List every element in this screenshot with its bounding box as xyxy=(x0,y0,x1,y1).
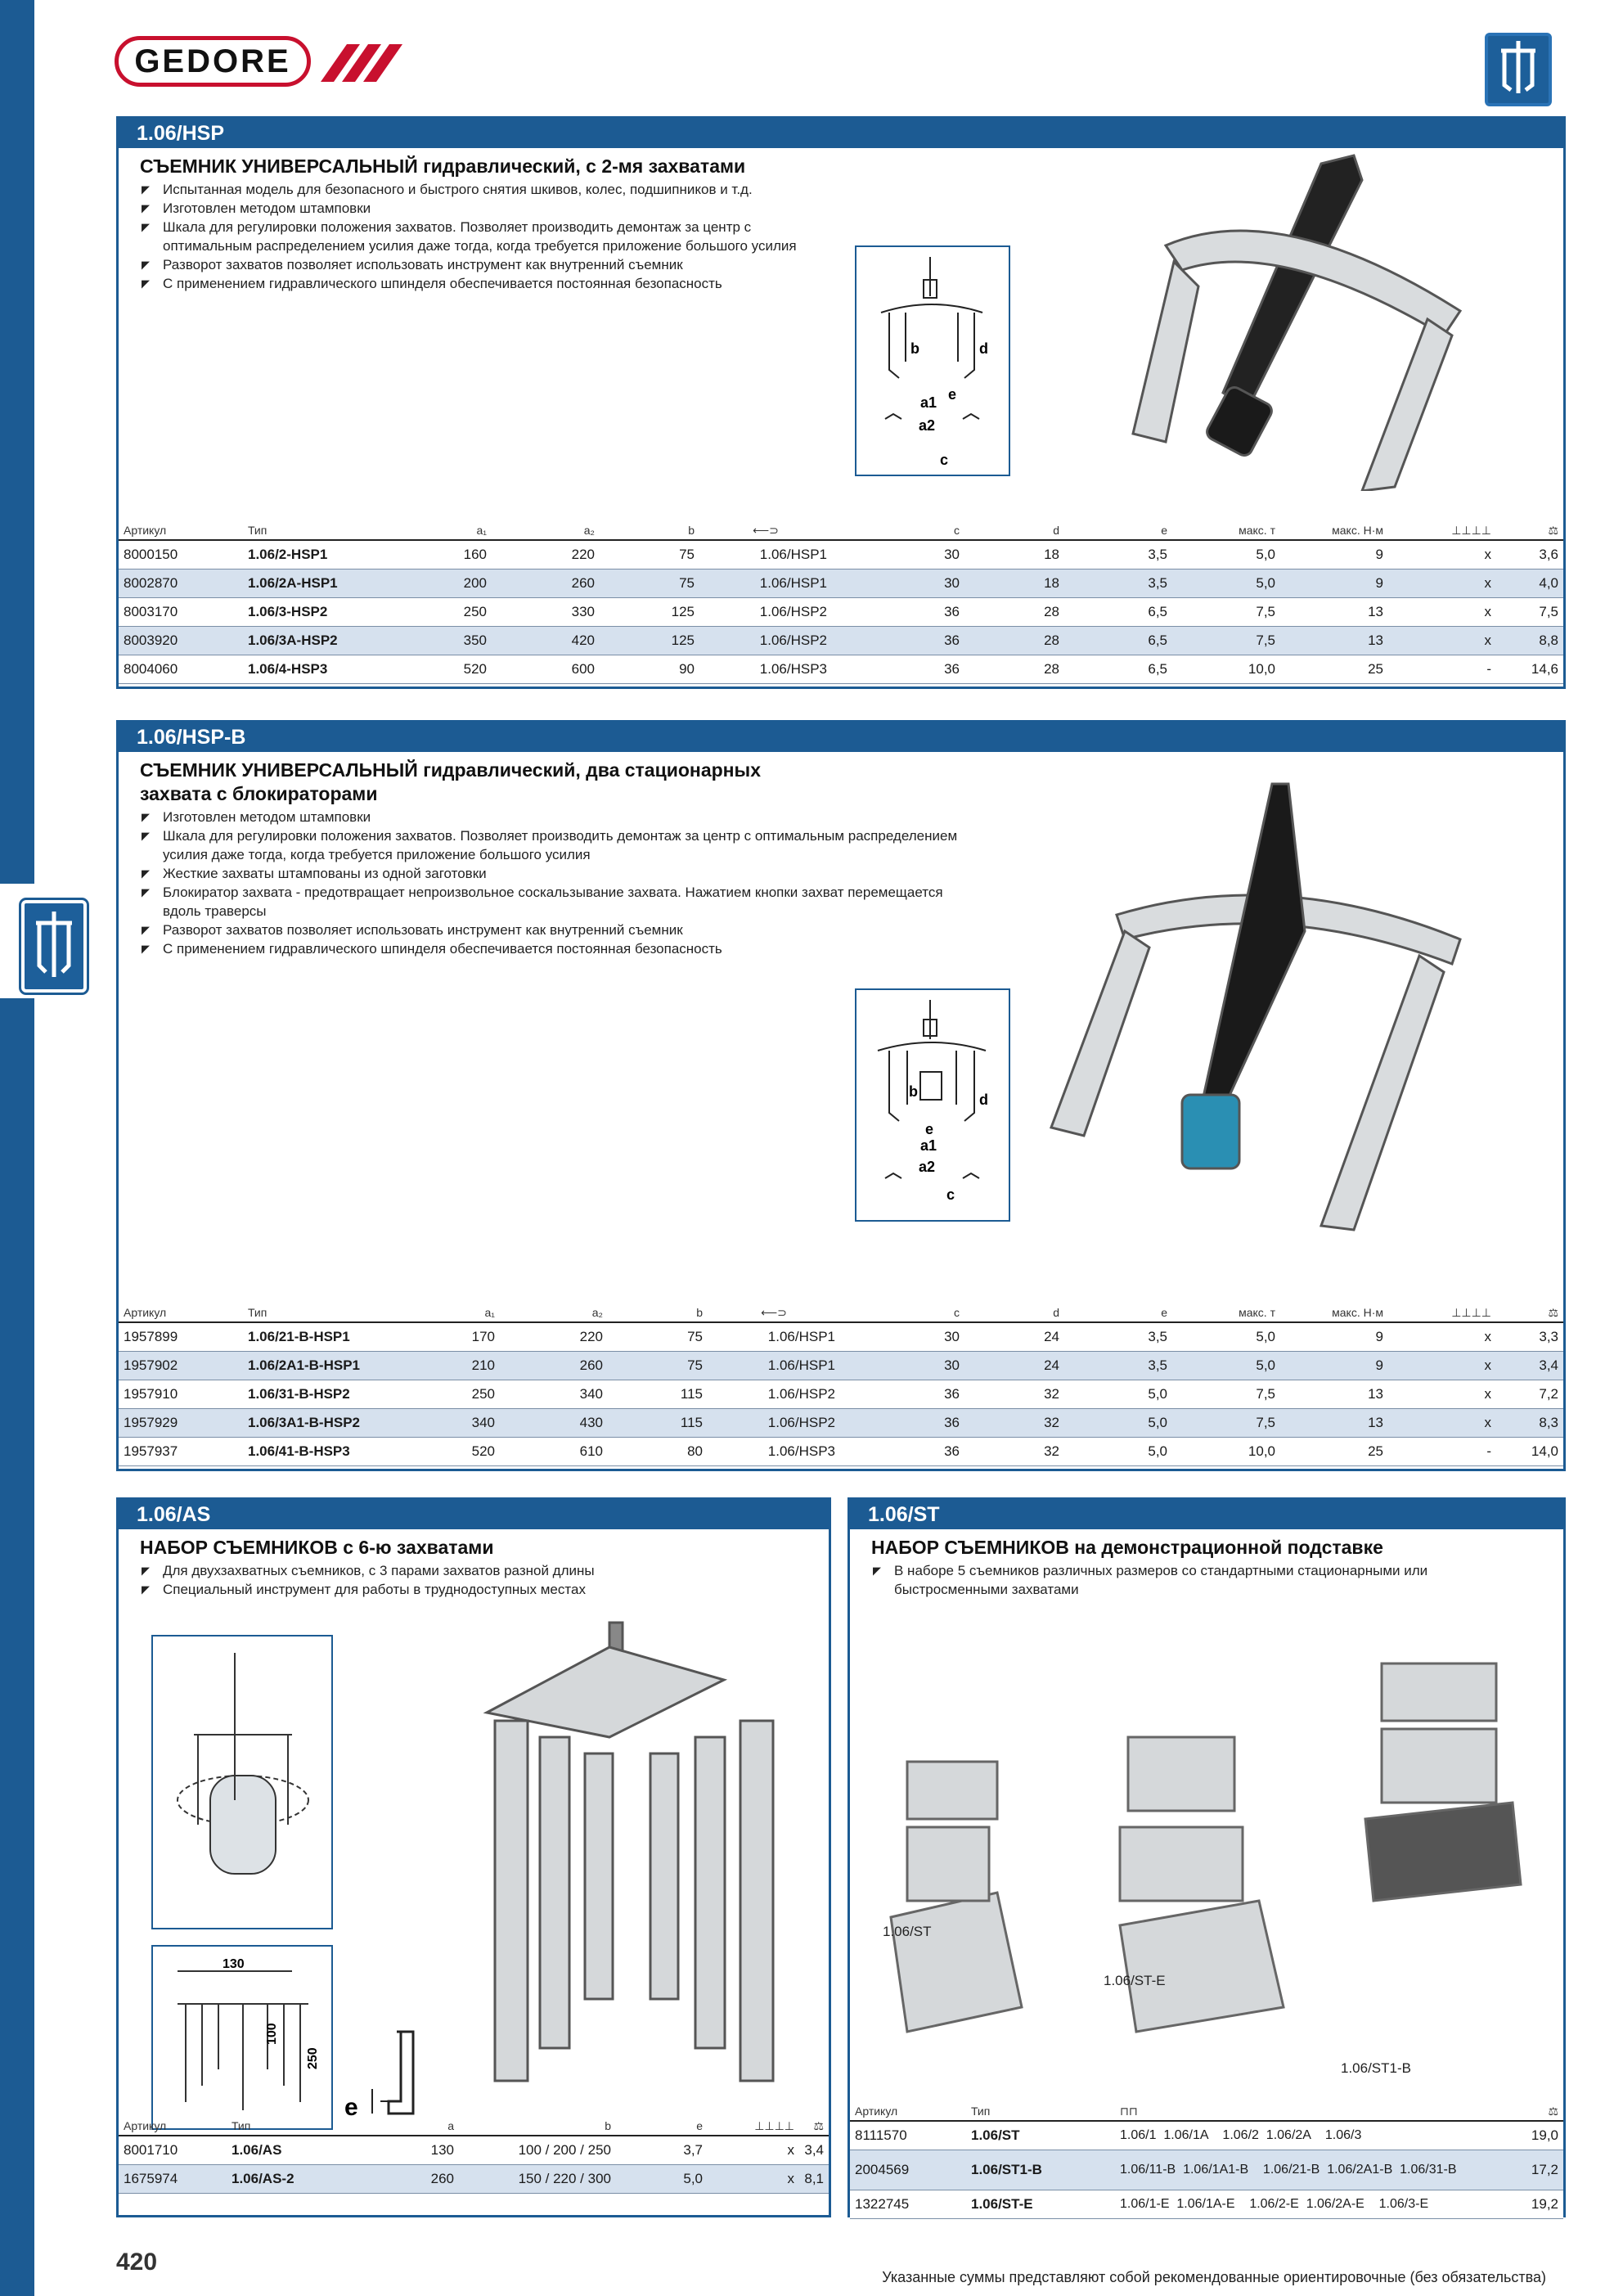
table-cell: 36 xyxy=(840,1409,964,1438)
table-cell: 19,0 xyxy=(1488,2121,1563,2150)
table-cell: 8,8 xyxy=(1496,627,1563,655)
caption-st-e: 1.06/ST-E xyxy=(1104,1973,1166,1988)
section-title: НАБОР СЪЕМНИКОВ на демонстрационной подставке xyxy=(871,1537,1383,1558)
diagram-label-d: d xyxy=(979,1092,988,1108)
table-cell: 8002870 xyxy=(119,569,243,598)
table-cell: 1.06/HSP1 xyxy=(699,569,832,598)
table-cell: 210 xyxy=(416,1352,500,1380)
table-row xyxy=(119,627,1563,655)
col-header: e xyxy=(1064,1303,1172,1322)
table-cell: x xyxy=(1388,1380,1496,1409)
table-cell: 1.06/1 1.06/1A 1.06/2 1.06/2A 1.06/3 xyxy=(1115,2121,1488,2150)
table-cell: 130 xyxy=(351,2136,459,2165)
feature-item: ◤ Испытанная модель для безопасного и быстрого снятия шкивов, колес, подшипников и т.д. xyxy=(140,180,843,199)
table-cell: - xyxy=(1388,1438,1496,1466)
diagram-label-d: d xyxy=(979,340,988,357)
table-cell: 75 xyxy=(600,569,699,598)
table-cell: 8,1 xyxy=(799,2165,829,2194)
table-cell: 1.06/1-E 1.06/1A-E 1.06/2-E 1.06/2A-E 1.06/3-E xyxy=(1115,2190,1488,2219)
col-header: макс. т xyxy=(1172,1303,1280,1322)
table-cell: 3,5 xyxy=(1064,1322,1172,1352)
set-content-icon: ⊓⊓ xyxy=(1115,2102,1488,2121)
col-header: Артикул xyxy=(119,2117,227,2136)
caption-st: 1.06/ST xyxy=(883,1924,932,1939)
logo-stripes-icon xyxy=(314,39,412,87)
table-cell: 1.06/AS xyxy=(227,2136,351,2165)
diagram-label-c: c xyxy=(946,1186,955,1203)
table-cell: 8,3 xyxy=(1496,1409,1563,1438)
feature-item: ◤ Для двухзахватных съемников, с 3 парами захватов разной длины xyxy=(140,1561,729,1580)
feature-item: ◤ С применением гидравлического шпинделя обеспечивается постоянная безопасность xyxy=(140,939,958,958)
table-cell: 1.06/HSP2 xyxy=(708,1409,840,1438)
table-cell: 1.06/2A-HSP1 xyxy=(243,569,416,598)
table-cell: 1.06/3A1-B-HSP2 xyxy=(243,1409,416,1438)
table-cell: 25 xyxy=(1280,655,1388,684)
diagram-label-e: e xyxy=(948,386,957,403)
col-header: макс. т xyxy=(1172,521,1280,540)
table-cell: 220 xyxy=(500,1322,608,1352)
diagram-label-a1: a1 xyxy=(920,1137,937,1154)
gedore-logo xyxy=(115,36,311,87)
feature-item: ◤ В наборе 5 съемников различных размеров со стандартными стационарными или быстросменными захватами xyxy=(871,1561,1509,1599)
col-header: b xyxy=(608,1303,708,1322)
section-hsp-b xyxy=(116,720,1566,1471)
table-cell: 5,0 xyxy=(1172,1352,1280,1380)
table-cell: 600 xyxy=(492,655,600,684)
table-cell: 28 xyxy=(964,627,1064,655)
diagram-label-e: e xyxy=(925,1121,934,1137)
table-cell: 250 xyxy=(416,598,492,627)
table-cell: 25 xyxy=(1280,1438,1388,1466)
table-cell: 1.06/ST1-B xyxy=(966,2150,1115,2190)
table-row xyxy=(119,598,1563,627)
col-header: a₂ xyxy=(500,1303,608,1322)
col-header: b xyxy=(600,521,699,540)
table-cell: 1957899 xyxy=(119,1322,243,1352)
col-header: Артикул xyxy=(119,521,243,540)
table-cell: 28 xyxy=(964,655,1064,684)
table-cell: 1.06/21-B-HSP1 xyxy=(243,1322,416,1352)
table-cell: 10,0 xyxy=(1172,655,1280,684)
col-header: a₁ xyxy=(416,521,492,540)
table-cell: 24 xyxy=(964,1352,1064,1380)
table-cell: x xyxy=(1388,1322,1496,1352)
table-cell: 30 xyxy=(832,569,964,598)
feature-item: ◤ Шкала для регулировки положения захватов. Позволяет производить демонтаж за центр с оптимальным распределением усилия даже тогда, когда требуется приложение большого усилия xyxy=(140,826,958,864)
table-cell: 430 xyxy=(500,1409,608,1438)
table-cell: 75 xyxy=(608,1352,708,1380)
table-cell: 1.06/HSP3 xyxy=(708,1438,840,1466)
table-cell: 6,5 xyxy=(1064,598,1172,627)
table-cell: 36 xyxy=(832,655,964,684)
table-cell: 1957910 xyxy=(119,1380,243,1409)
table-cell: 1.06/3A-HSP2 xyxy=(243,627,416,655)
table-cell: 5,0 xyxy=(1172,1322,1280,1352)
section-code: 1.06/HSP xyxy=(119,119,1563,148)
table-cell: x xyxy=(1388,1352,1496,1380)
table-cell: 340 xyxy=(500,1380,608,1409)
table-cell: 7,5 xyxy=(1496,598,1563,627)
table-cell: 200 xyxy=(416,569,492,598)
table-cell: 100 / 200 / 250 xyxy=(459,2136,616,2165)
feature-item: ◤ Изготовлен методом штамповки xyxy=(140,808,958,826)
table-cell: 260 xyxy=(492,569,600,598)
dim-label-130: 130 xyxy=(223,1957,245,1971)
table-cell: 90 xyxy=(600,655,699,684)
table-cell: 1.06/HSP2 xyxy=(699,598,832,627)
article-table xyxy=(119,1303,1563,1466)
table-cell: 250 xyxy=(416,1380,500,1409)
col-header: Артикул xyxy=(850,2102,966,2121)
section-title: СЪЕМНИК УНИВЕРСАЛЬНЫЙ гидравлический, с 2-мя захватами xyxy=(140,155,746,177)
product-illustration xyxy=(874,1623,1545,2081)
table-cell: 24 xyxy=(964,1322,1064,1352)
table-row xyxy=(119,1352,1563,1380)
table-row xyxy=(119,1380,1563,1409)
table-cell: 160 xyxy=(416,540,492,569)
table-cell: 1.06/HSP2 xyxy=(699,627,832,655)
table-row xyxy=(119,1438,1563,1466)
table-cell: 1.06/41-B-HSP3 xyxy=(243,1438,416,1466)
article-table xyxy=(119,2117,829,2194)
table-cell: 36 xyxy=(840,1380,964,1409)
spindle-icon: ⟵⊃ xyxy=(708,1303,840,1322)
table-cell: 5,0 xyxy=(1064,1438,1172,1466)
table-cell: 1.06/11-B 1.06/1A1-B 1.06/21-B 1.06/2A1-B 1.06/31-B xyxy=(1115,2150,1488,2190)
table-cell: 7,2 xyxy=(1496,1380,1563,1409)
section-title-line2: захвата с блокираторами xyxy=(140,783,378,804)
table-cell: 420 xyxy=(492,627,600,655)
table-cell: 3,4 xyxy=(1496,1352,1563,1380)
table-cell: 1.06/HSP1 xyxy=(708,1322,840,1352)
table-cell: 14,6 xyxy=(1496,655,1563,684)
table-cell: 1.06/AS-2 xyxy=(227,2165,351,2194)
table-cell: 5,0 xyxy=(1172,569,1280,598)
dim-label-250: 250 xyxy=(306,2047,320,2069)
table-cell: 1.06/HSP3 xyxy=(699,655,832,684)
feature-list xyxy=(140,180,843,293)
table-cell: 5,0 xyxy=(1064,1380,1172,1409)
table-cell: 1.06/HSP2 xyxy=(708,1380,840,1409)
table-cell: x xyxy=(708,2165,799,2194)
table-cell: 13 xyxy=(1280,598,1388,627)
table-cell: 13 xyxy=(1280,1380,1388,1409)
table-cell: 6,5 xyxy=(1064,627,1172,655)
col-header: d xyxy=(964,1303,1064,1322)
dim-label-e: e xyxy=(344,2094,358,2121)
table-cell: x xyxy=(1388,540,1496,569)
table-cell: 8003920 xyxy=(119,627,243,655)
col-header: d xyxy=(964,521,1064,540)
table-cell: 30 xyxy=(840,1352,964,1380)
col-header: a₂ xyxy=(492,521,600,540)
table-cell: 9 xyxy=(1280,1352,1388,1380)
table-cell: 170 xyxy=(416,1322,500,1352)
section-st xyxy=(847,1497,1566,2217)
table-row xyxy=(119,655,1563,684)
table-cell: 115 xyxy=(608,1409,708,1438)
table-cell: 3,7 xyxy=(616,2136,708,2165)
diagram-label-b: b xyxy=(910,340,919,357)
table-cell: 340 xyxy=(416,1409,500,1438)
table-cell: x xyxy=(708,2136,799,2165)
puller-category-icon xyxy=(1485,33,1552,106)
side-tab-bar-lower xyxy=(0,998,34,2296)
product-illustration xyxy=(462,1614,814,2122)
table-row xyxy=(119,1322,1563,1352)
usage-diagram xyxy=(151,1635,333,1929)
table-cell: 19,2 xyxy=(1488,2190,1563,2219)
article-table xyxy=(850,2102,1563,2219)
product-illustration xyxy=(1117,147,1542,491)
section-title-line1: СЪЕМНИК УНИВЕРСАЛЬНЫЙ гидравлический, два стационарных xyxy=(140,759,761,781)
table-cell: 1.06/ST xyxy=(966,2121,1115,2150)
section-title: НАБОР СЪЕМНИКОВ с 6-ю захватами xyxy=(140,1537,494,1558)
table-cell: 36 xyxy=(840,1438,964,1466)
diagram-label-a2: a2 xyxy=(919,417,936,434)
col-header: a₁ xyxy=(416,1303,500,1322)
table-row xyxy=(850,2121,1563,2150)
table-cell: 36 xyxy=(832,598,964,627)
table-cell: x xyxy=(1388,1409,1496,1438)
table-cell: 13 xyxy=(1280,627,1388,655)
side-tab-bar xyxy=(0,0,34,884)
table-cell: 150 / 220 / 300 xyxy=(459,2165,616,2194)
col-header: e xyxy=(616,2117,708,2136)
col-header: e xyxy=(1064,521,1172,540)
table-row xyxy=(119,1409,1563,1438)
table-cell: 1322745 xyxy=(850,2190,966,2219)
table-cell: 75 xyxy=(608,1322,708,1352)
table-cell: 3,3 xyxy=(1496,1322,1563,1352)
table-cell: 3,5 xyxy=(1064,569,1172,598)
feature-item: ◤ Изготовлен методом штамповки xyxy=(140,199,843,218)
table-row xyxy=(850,2190,1563,2219)
table-cell: 7,5 xyxy=(1172,1409,1280,1438)
col-header: Артикул xyxy=(119,1303,243,1322)
table-cell: 5,0 xyxy=(1064,1409,1172,1438)
table-cell: 14,0 xyxy=(1496,1438,1563,1466)
section-code: 1.06/HSP-B xyxy=(119,723,1563,752)
dimension-diagram xyxy=(855,988,1010,1222)
table-cell: 5,0 xyxy=(616,2165,708,2194)
col-header: макс. Н·м xyxy=(1280,521,1388,540)
table-cell: 18 xyxy=(964,540,1064,569)
scale-icon: ⊥⊥⊥⊥ xyxy=(1388,1303,1496,1322)
table-cell: 8000150 xyxy=(119,540,243,569)
table-row xyxy=(119,540,1563,569)
feature-item: ◤ Разворот захватов позволяет использовать инструмент как внутренний съемник xyxy=(140,921,958,939)
table-cell: 125 xyxy=(600,627,699,655)
table-cell: 18 xyxy=(964,569,1064,598)
table-cell: 1957929 xyxy=(119,1409,243,1438)
table-cell: 8003170 xyxy=(119,598,243,627)
table-cell: 8111570 xyxy=(850,2121,966,2150)
product-illustration xyxy=(1035,768,1542,1258)
feature-item: ◤ Шкала для регулировки положения захватов. Позволяет производить демонтаж за центр с оптимальным распределением усилия даже тогда, когда требуется приложение большого усилия xyxy=(140,218,843,255)
caption-st1-b: 1.06/ST1-B xyxy=(1341,2060,1411,2076)
table-cell: 1.06/HSP1 xyxy=(708,1352,840,1380)
table-cell: 1.06/3-HSP2 xyxy=(243,598,416,627)
table-cell: 330 xyxy=(492,598,600,627)
table-cell: 3,6 xyxy=(1496,540,1563,569)
table-cell: 30 xyxy=(832,540,964,569)
table-cell: 3,5 xyxy=(1064,1352,1172,1380)
col-header: b xyxy=(459,2117,616,2136)
table-cell: x xyxy=(1388,627,1496,655)
table-cell: 1957937 xyxy=(119,1438,243,1466)
section-code: 1.06/AS xyxy=(119,1500,829,1529)
table-cell: 32 xyxy=(964,1438,1064,1466)
weight-icon: ⚖ xyxy=(799,2117,829,2136)
feature-item: ◤ Блокиратор захвата - предотвращает непроизвольное соскальзывание захвата. Нажатием кнопки захват перемещается вдоль траверсы xyxy=(140,883,958,921)
table-cell: 610 xyxy=(500,1438,608,1466)
table-cell: 260 xyxy=(500,1352,608,1380)
table-cell: 6,5 xyxy=(1064,655,1172,684)
table-cell: 125 xyxy=(600,598,699,627)
dimension-diagram xyxy=(855,245,1010,476)
table-cell: 28 xyxy=(964,598,1064,627)
table-cell: 75 xyxy=(600,540,699,569)
table-cell: 350 xyxy=(416,627,492,655)
diagram-label-b: b xyxy=(909,1083,918,1100)
article-table xyxy=(119,521,1563,684)
page-number: 420 xyxy=(116,2249,158,2276)
table-cell: 520 xyxy=(416,655,492,684)
brand-name: GEDORE xyxy=(134,43,291,79)
table-cell: 9 xyxy=(1280,1322,1388,1352)
table-cell: 1.06/ST-E xyxy=(966,2190,1115,2219)
dimension-diagram xyxy=(151,1945,333,2130)
weight-icon: ⚖ xyxy=(1496,1303,1563,1322)
feature-list xyxy=(140,808,958,958)
table-cell: 80 xyxy=(608,1438,708,1466)
table-cell: 13 xyxy=(1280,1409,1388,1438)
table-cell: 7,5 xyxy=(1172,627,1280,655)
table-cell: 32 xyxy=(964,1380,1064,1409)
table-cell: x xyxy=(1388,569,1496,598)
table-cell: 220 xyxy=(492,540,600,569)
table-cell: 4,0 xyxy=(1496,569,1563,598)
table-cell: 8001710 xyxy=(119,2136,227,2165)
col-header: Тип xyxy=(243,1303,416,1322)
table-cell: 115 xyxy=(608,1380,708,1409)
col-header: a xyxy=(351,2117,459,2136)
table-cell: 1.06/HSP1 xyxy=(699,540,832,569)
feature-item: ◤ Разворот захватов позволяет использовать инструмент как внутренний съемник xyxy=(140,255,843,274)
table-cell: 7,5 xyxy=(1172,1380,1280,1409)
table-cell: 32 xyxy=(964,1409,1064,1438)
table-cell: 9 xyxy=(1280,540,1388,569)
table-cell: x xyxy=(1388,598,1496,627)
jaw-thickness-diagram xyxy=(339,2024,438,2130)
dim-label-100: 100 xyxy=(265,2023,279,2045)
table-cell: 1957902 xyxy=(119,1352,243,1380)
table-cell: 36 xyxy=(832,627,964,655)
puller-side-icon xyxy=(21,900,87,993)
table-row xyxy=(119,2136,829,2165)
table-cell: 30 xyxy=(840,1322,964,1352)
table-cell: 17,2 xyxy=(1488,2150,1563,2190)
feature-item: ◤ Специальный инструмент для работы в труднодоступных местах xyxy=(140,1580,729,1599)
table-cell: 9 xyxy=(1280,569,1388,598)
table-cell: 2004569 xyxy=(850,2150,966,2190)
feature-list xyxy=(140,1561,729,1599)
table-row xyxy=(119,569,1563,598)
col-header: Тип xyxy=(243,521,416,540)
diagram-label-a2: a2 xyxy=(919,1159,936,1175)
table-row xyxy=(119,2165,829,2194)
weight-icon: ⚖ xyxy=(1488,2102,1563,2121)
table-cell: 7,5 xyxy=(1172,598,1280,627)
footer-note: Указанные суммы представляют собой рекомендованные ориентировочные (без обязательства) xyxy=(882,2269,1546,2285)
table-cell: 5,0 xyxy=(1172,540,1280,569)
feature-list xyxy=(871,1561,1509,1599)
section-code: 1.06/ST xyxy=(850,1500,1563,1529)
table-cell: 520 xyxy=(416,1438,500,1466)
table-cell: 3,5 xyxy=(1064,540,1172,569)
diagram-label-c: c xyxy=(940,452,949,468)
scale-icon: ⊥⊥⊥⊥ xyxy=(1388,521,1496,540)
table-cell: 10,0 xyxy=(1172,1438,1280,1466)
table-cell: 1.06/2A1-B-HSP1 xyxy=(243,1352,416,1380)
table-cell: - xyxy=(1388,655,1496,684)
table-cell: 1675974 xyxy=(119,2165,227,2194)
table-cell: 8004060 xyxy=(119,655,243,684)
col-header: Тип xyxy=(966,2102,1115,2121)
feature-item: ◤ С применением гидравлического шпинделя обеспечивается постоянная безопасность xyxy=(140,274,843,293)
col-header: c xyxy=(840,1303,964,1322)
section-hsp xyxy=(116,116,1566,689)
table-cell: 3,4 xyxy=(799,2136,829,2165)
feature-item: ◤ Жесткие захваты штампованы из одной заготовки xyxy=(140,864,958,883)
table-cell: 1.06/4-HSP3 xyxy=(243,655,416,684)
spindle-icon: ⟵⊃ xyxy=(699,521,832,540)
weight-icon: ⚖ xyxy=(1496,521,1563,540)
diagram-label-a1: a1 xyxy=(920,394,937,411)
table-row xyxy=(850,2150,1563,2190)
table-cell: 1.06/31-B-HSP2 xyxy=(243,1380,416,1409)
col-header: c xyxy=(832,521,964,540)
table-cell: 260 xyxy=(351,2165,459,2194)
scale-icon: ⊥⊥⊥⊥ xyxy=(708,2117,799,2136)
col-header: Тип xyxy=(227,2117,351,2136)
table-cell: 1.06/2-HSP1 xyxy=(243,540,416,569)
col-header: макс. Н·м xyxy=(1280,1303,1388,1322)
section-as xyxy=(116,1497,831,2217)
